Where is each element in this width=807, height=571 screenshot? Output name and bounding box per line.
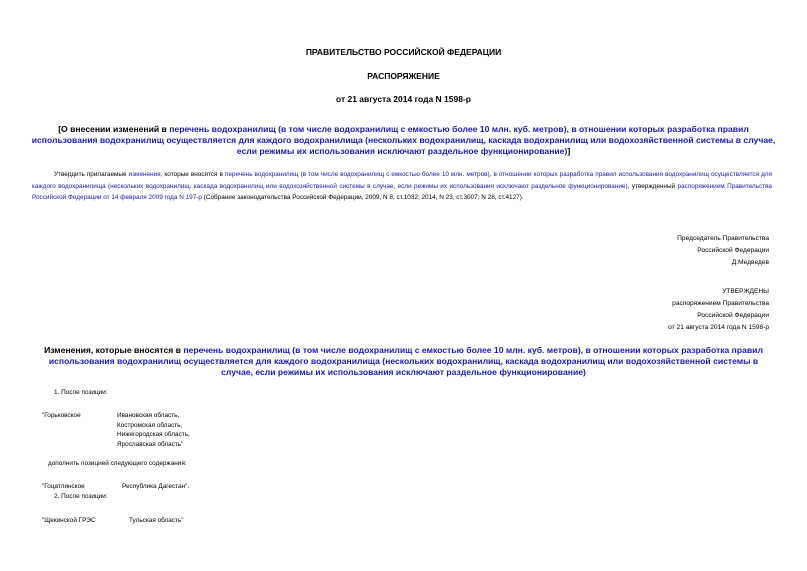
changes-title-start: Изменения, которые вносятся в <box>44 345 184 355</box>
body-text-mid2: , утвержденный <box>627 182 678 190</box>
signature-position: Председатель Правительства <box>677 235 769 242</box>
shchek-reservoir-name: "Щекинской ГРЭС <box>42 517 96 524</box>
shchek-region: Тульская область" <box>129 517 184 524</box>
body-text-mid1: , которые вносятся в <box>160 171 225 178</box>
signature-name: Д.Медведев <box>731 259 769 266</box>
title-link-reservoir-list[interactable]: перечень водохранилищ (в том числе водохранилищ с емкостью более 10 млн. куб. метров), в отношении которых разработка правил использования водохранилищ осуществляется для каждого водохранилища (нескольких водохранилищ, каскада водохранилищ или водохозяйственной системы в случае, если режимы их использования исключают раздельное функционирование) <box>31 124 776 156</box>
approved-country: Российской Федерации <box>697 312 769 319</box>
gorky-reservoir-name: "Горьковское <box>42 412 81 419</box>
region-item: Ярославская область" <box>117 440 184 448</box>
signature-country: Российской Федерации <box>697 247 769 254</box>
approved-label: УТВЕРЖДЕНЫ <box>722 288 769 295</box>
body-text-start: Утвердить прилагаемые <box>54 171 129 178</box>
document-type: РАСПОРЯЖЕНИЕ <box>367 71 440 81</box>
body-paragraph <box>32 169 772 204</box>
region-item: Костромская область, <box>117 421 183 429</box>
approved-by: распоряжением Правительства <box>672 300 769 307</box>
gotsatl-reservoir-name: "Гоцатлинское <box>42 483 85 490</box>
approved-date: от 21 августа 2014 года N 1598-р <box>668 324 769 331</box>
approved-block <box>469 286 769 334</box>
body-link-changes[interactable]: изменения <box>128 171 161 178</box>
title-close-bracket: ] <box>567 146 571 156</box>
signature-block <box>469 233 769 269</box>
region-item: Ивановская область, <box>117 412 180 419</box>
add-position-label: дополнить позицией следующего содержания: <box>48 460 187 467</box>
government-name: ПРАВИТЕЛЬСТВО РОССИЙСКОЙ ФЕДЕРАЦИИ <box>305 47 502 57</box>
gorky-regions <box>117 411 190 449</box>
title-open-bracket: [О внесении изменений в <box>58 124 170 134</box>
item-2-label: 2. После позиции: <box>54 493 108 500</box>
region-item: Нижегородская область, <box>117 431 190 439</box>
changes-title-link[interactable]: перечень водохранилищ (в том числе водохранилищ с емкостью более 10 млн. куб. метров), в отношении которых разработка правил использования водохранилищ осуществляется для каждого водохранилища (нескольких водохранилищ, каскада водохранилищ или водохозяйственной системы в случае, если режимы их использования исключают раздельное функционирование) <box>48 345 763 377</box>
document-date-number: от 21 августа 2014 года N 1598-р <box>335 94 471 104</box>
changes-title <box>40 345 767 378</box>
body-link-order-197[interactable]: распоряжением Правительства Российской Федерации от 14 февраля 2009 года N 197-р <box>32 182 772 202</box>
document-title <box>30 124 777 157</box>
body-text-end: (Собрание законодательства Российской Федерации, 2009, N 8, ст.1032; 2014, N 23, ст.3007; N 28, ст.4127). <box>201 194 524 202</box>
item-1-label: 1. После позиции: <box>54 389 108 396</box>
body-link-reservoir-list[interactable]: перечень водохранилищ (в том числе водохранилищ с емкостью более 10 млн. метров), в отношении которых разработка правил использования водохранилищ осуществляется для каждого водохранилища (нескольких водохранилищ, каскада водохранилищ или водохозяйственной системы в случае, если режимы их использования исключают раздельное функционирование) <box>32 171 772 190</box>
gotsatl-region: Республика Дагестан". <box>122 483 190 490</box>
